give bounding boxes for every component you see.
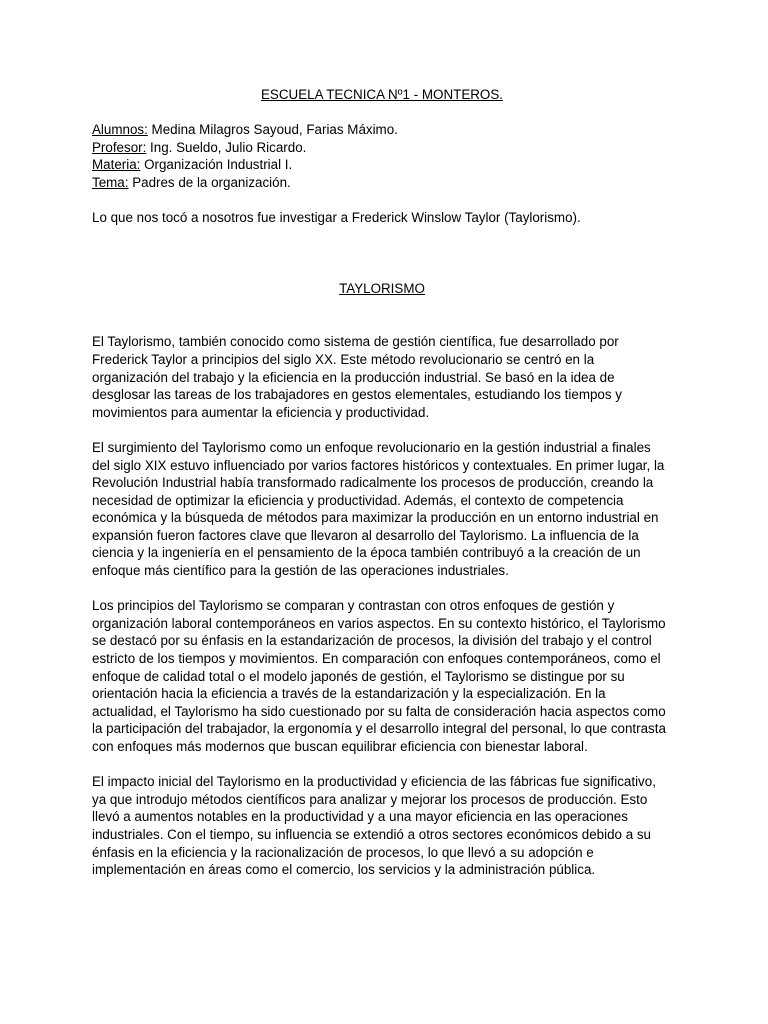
document-meta [92, 121, 672, 191]
paragraph-4: El impacto inicial del Taylorismo en la productividad y eficiencia de las fábricas fue significativo, ya que introdujo métodos científicos para analizar y mejorar los procesos de producción. Esto llevó a aumentos notables en la productividad y a una mayor eficiencia en las operaciones industriales. Con el tiempo, su influencia se extendió a otros sectores económicos debido a su énfasis en la eficiencia y la racionalización de procesos, lo que llevó a su adopción e implementación en áreas como el comercio, los servicios y la administración pública. [92, 774, 656, 878]
meta-teacher-label: Profesor: [92, 139, 147, 155]
section-title: TAYLORISMO [339, 280, 425, 296]
paragraph-3: Los principios del Taylorismo se comparan y contrastan con otros enfoques de gestión y organización laboral contemporáneos en varios aspectos. En su contexto histórico, el Taylorismo se destacó por su énfasis en la estandarización de procesos, la división del trabajo y el control estricto de los tiempos y movimientos. En comparación con enfoques contemporáneos, como el enfoque de calidad total o el modelo japonés de gestión, el Taylorismo se distingue por su orientación hacia la eficiencia a través de la estandarización y la especialización. En la actualidad, el Taylorismo ha sido cuestionado por su falta de consideración hacia aspectos como la participación del trabajador, la ergonomía y el desarrollo integral del personal, lo que contrasta con enfoques más modernos que buscan equilibrar eficiencia con bienestar laboral. [92, 598, 666, 754]
meta-subject-label: Materia: [92, 157, 141, 173]
meta-topic-label: Tema: [92, 174, 129, 190]
paragraph-1: El Taylorismo, también conocido como sistema de gestión científica, fue desarrollado por Frederick Taylor a principios del siglo XX. Este método revolucionario se centró en la organización del trabajo y la eficiencia en la producción industrial. Se basó en la idea de desglosar las tareas de los trabajadores en gestos elementales, estudiando los tiempos y movimientos para aumentar la eficiencia y productividad. [92, 334, 622, 420]
paragraph-2: El surgimiento del Taylorismo como un enfoque revolucionario en la gestión industrial a finales del siglo XIX estuvo influenciado por varios factores históricos y contextuales. En primer lugar, la Revolución Industrial había transformado radicalmente los procesos de producción, creando la necesidad de optimizar la eficiencia y productividad. Además, el contexto de competencia económica y la búsqueda de métodos para maximizar la producción en un entorno industrial en expansión fueron factores clave que llevaron al desarrollo del Taylorismo. La influencia de la ciencia y la ingeniería en el pensamiento de la época también contribuyó a la creación de un enfoque más científico para la gestión de las operaciones industriales. [92, 439, 665, 579]
intro-paragraph: Lo que nos tocó a nosotros fue investigar a Frederick Winslow Taylor (Taylorismo). [92, 210, 581, 226]
meta-teacher-value: Ing. Sueldo, Julio Ricardo. [146, 139, 307, 155]
meta-subject [92, 156, 672, 174]
meta-students-label: Alumnos: [92, 122, 148, 138]
meta-subject-value: Organización Industrial I. [140, 157, 293, 173]
meta-topic-value: Padres de la organización. [128, 174, 291, 190]
meta-teacher [92, 139, 672, 157]
document-body [92, 86, 672, 879]
meta-students-value: Medina Milagros Sayoud, Farias Máximo. [147, 122, 398, 138]
meta-students [92, 121, 672, 139]
meta-topic [92, 174, 672, 192]
school-title: ESCUELA TECNICA Nº1 - MONTEROS. [260, 87, 503, 102]
